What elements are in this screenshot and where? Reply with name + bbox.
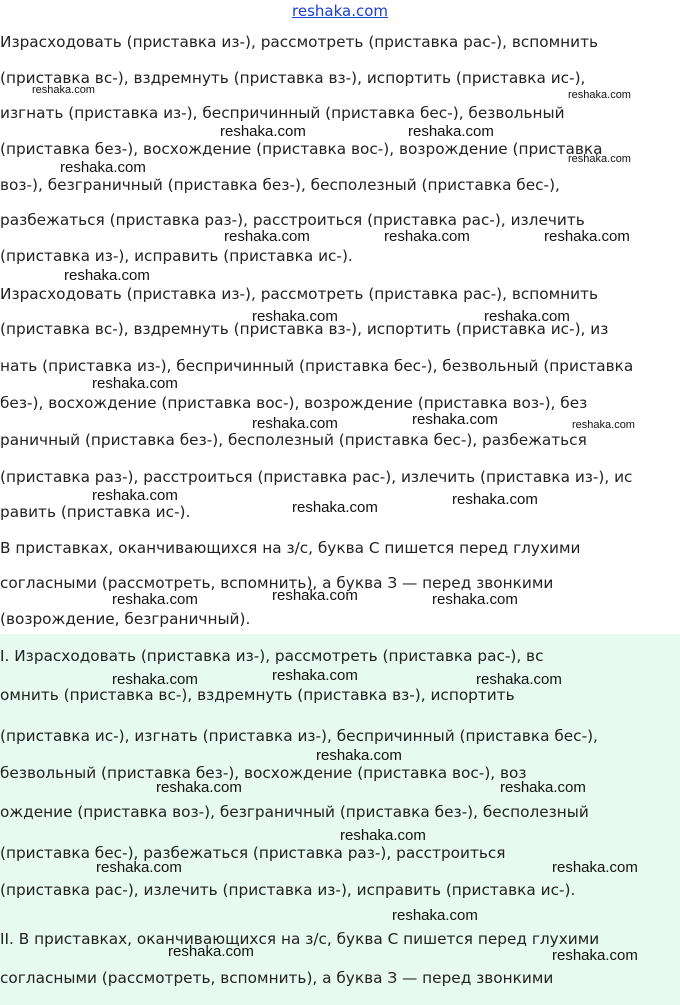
watermark: reshaka.com: [64, 267, 150, 284]
text-line: согласными (рассмотреть, вспомнить), а буква З — перед звонкими: [0, 574, 554, 592]
watermark: reshaka.com: [96, 859, 182, 876]
text-line: раничный (приставка без-), бесполезный (приставка бес-), разбежаться: [0, 431, 587, 449]
watermark: reshaka.com: [272, 587, 358, 604]
text-line: ождение (приставка воз-), безграничный (приставка без-), бесполезный: [0, 803, 589, 821]
watermark: reshaka.com: [112, 591, 198, 608]
text-line: без-), восхождение (приставка вос-), возрождение (приставка воз-), без: [0, 394, 588, 412]
text-line: изгнать (приставка из-), беспричинный (приставка бес-), безвольный: [0, 104, 565, 122]
text-line: (приставка без-), восхождение (приставка вос-), возрождение (приставка: [0, 140, 603, 158]
text-line: Израсходовать (приставка из-), рассмотреть (приставка рас-), вспомнить: [0, 285, 599, 303]
watermark: reshaka.com: [92, 487, 178, 504]
watermark: reshaka.com: [412, 411, 498, 428]
text-line: безвольный (приставка без-), восхождение (приставка вос-), воз: [0, 764, 527, 782]
text-line: (приставка из-), исправить (приставка ис-).: [0, 247, 353, 265]
text-line: В приставках, оканчивающихся на з/с, буква С пишется перед глухими: [0, 539, 581, 557]
watermark: reshaka.com: [476, 671, 562, 688]
text-line: равить (приставка ис-).: [0, 503, 191, 521]
text-line: нать (приставка из-), беспричинный (приставка бес-), безвольный (приставка: [0, 357, 634, 375]
text-line: (приставка вс-), вздремнуть (приставка вз-), испортить (приставка ис-),: [0, 69, 586, 87]
site-link[interactable]: reshaka.com: [292, 2, 388, 20]
watermark: reshaka.com: [168, 943, 254, 960]
watermark: reshaka.com: [112, 671, 198, 688]
watermark: reshaka.com: [392, 907, 478, 924]
watermark: reshaka.com: [568, 153, 631, 165]
watermark: reshaka.com: [252, 308, 338, 325]
watermark: reshaka.com: [544, 228, 630, 245]
text-line: I. Израсходовать (приставка из-), рассмотреть (приставка рас-), вс: [0, 647, 544, 665]
watermark: reshaka.com: [484, 308, 570, 325]
text-line: (приставка вс-), вздремнуть (приставка вз-), испортить (приставка ис-), из: [0, 320, 609, 338]
watermark: reshaka.com: [92, 375, 178, 392]
watermark: reshaka.com: [500, 779, 586, 796]
text-line: (приставка раз-), расстроиться (приставка рас-), излечить (приставка из-), ис: [0, 468, 633, 486]
watermark: reshaka.com: [224, 228, 310, 245]
text-line: (приставка бес-), разбежаться (приставка раз-), расстроиться: [0, 844, 506, 862]
text-line: согласными (рассмотреть, вспомнить), а буква З — перед звонкими: [0, 969, 554, 987]
watermark: reshaka.com: [552, 859, 638, 876]
text-line: II. В приставках, оканчивающихся на з/с, буква С пишется перед глухими: [0, 930, 600, 948]
text-line: омнить (приставка вс-), вздремнуть (приставка вз-), испортить: [0, 686, 515, 704]
text-line: (возрождение, безграничный).: [0, 610, 251, 628]
watermark: reshaka.com: [568, 89, 631, 101]
text-line: воз-), безграничный (приставка без-), бесполезный (приставка бес-),: [0, 176, 560, 194]
text-line: разбежаться (приставка раз-), расстроиться (приставка рас-), излечить: [0, 211, 585, 229]
watermark: reshaka.com: [252, 415, 338, 432]
watermark: reshaka.com: [408, 123, 494, 140]
watermark: reshaka.com: [272, 667, 358, 684]
watermark: reshaka.com: [452, 491, 538, 508]
watermark: reshaka.com: [292, 499, 378, 516]
watermark: reshaka.com: [384, 228, 470, 245]
watermark: reshaka.com: [316, 747, 402, 764]
text-line: (приставка рас-), излечить (приставка из-), исправить (приставка ис-).: [0, 881, 576, 899]
text-line: (приставка ис-), изгнать (приставка из-), беспричинный (приставка бес-),: [0, 727, 598, 745]
watermark: reshaka.com: [340, 827, 426, 844]
watermark: reshaka.com: [432, 591, 518, 608]
watermark: reshaka.com: [60, 159, 146, 176]
watermark: reshaka.com: [156, 779, 242, 796]
watermark: reshaka.com: [32, 84, 95, 96]
watermark: reshaka.com: [572, 419, 635, 431]
watermark: reshaka.com: [552, 947, 638, 964]
watermark: reshaka.com: [220, 123, 306, 140]
text-line: Израсходовать (приставка из-), рассмотреть (приставка рас-), вспомнить: [0, 33, 599, 51]
site-header: [0, 0, 680, 22]
